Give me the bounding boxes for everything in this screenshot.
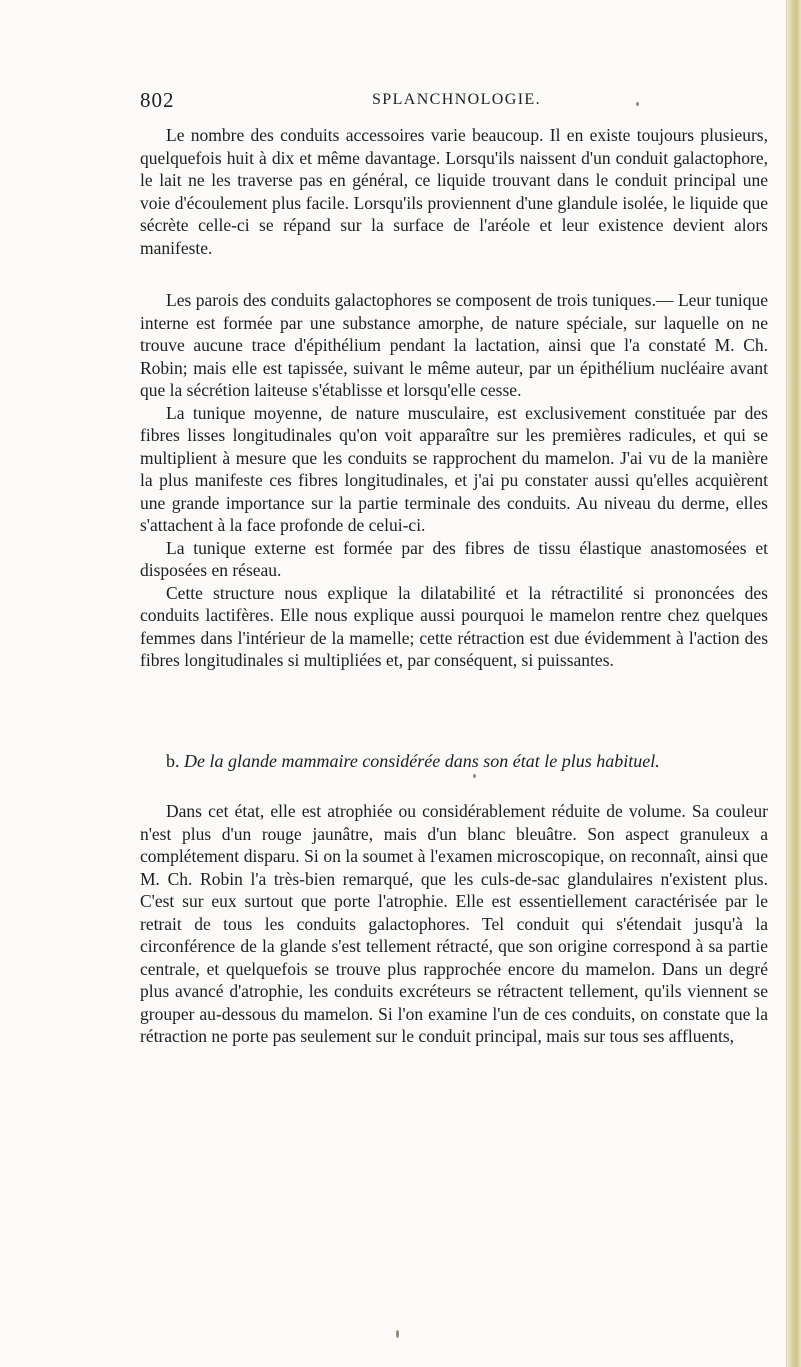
page-edge (787, 0, 801, 1367)
paragraph-accessory-ducts: Le nombre des conduits accessoires varie beaucoup. Il en existe toujours plusieurs, quelquefois huit à dix et même davantage. Lorsqu'ils naissent d'un conduit galactophore, le lait ne les traverse pas en général, ce liquide trouvant dans le conduit principal une voie d'écoulement plus facile. Lorsqu'ils proviennent d'une glandule isolée, le liquide que sécrète celle-ci se répand sur la surface de l'aréole et leur existence devient alors manifeste. (140, 125, 768, 258)
paragraph-structure: Cette structure nous explique la dilatabilité et la rétractilité si prononcées des conduits lactifères. Elle nous explique aussi pourquoi le mamelon rentre chez quelques femmes dans l'intérieur de la mamelle; cette rétraction est due évidemment à l'action des fibres longitudinales si multipliées et, par conséquent, si puissantes. (140, 582, 768, 670)
page-number: 802 (140, 88, 175, 112)
paragraph-inner-tunic: Les parois des conduits galactophores se composent de trois tuniques.— Leur tunique interne est formée par une substance amorphe, de nature spéciale, sur laquelle on ne trouve aucune trace d'épithélium pendant la lactation, ainsi que l'a constaté M. Ch. Robin; mais elle est tapissée, suivant le même auteur, par un épithélium nucléaire avant que la sécrétion laiteuse s'établisse et lorsqu'elle cesse. (140, 290, 768, 400)
section-label: b. (166, 751, 180, 771)
text-block-atrophy (140, 800, 768, 1048)
paragraph-atrophy: Dans cet état, elle est atrophiée ou considérablement réduite de volume. Sa couleur n'est plus d'un rouge jaunâtre, mais d'un blanc bleuâtre. Son aspect granuleux a complétement disparu. Si on la soumet à l'examen microscopique, on reconnaît, ainsi que M. Ch. Robin l'a très-bien remarqué, que les culs-de-sac glandulaires n'existent plus. C'est sur eux surtout que porte l'atrophie. Elle est essentiellement caractérisée par le retrait de tous les conduits galactophores. Tel conduit qui s'étendait jusqu'à la circonférence de la glande s'est tellement rétracté, que son origine correspond à sa partie centrale, et quelquefois se trouve plus rapprochée encore du mamelon. Dans un degré plus avancé d'atrophie, les conduits excréteurs se rétractent tellement, qu'ils viennent se grouper au-dessous du mamelon. Si l'on examine l'un de ces conduits, on constate que la rétraction ne porte pas seulement sur le conduit principal, mais sur tous ses affluents, (140, 801, 768, 1046)
page-title: SPLANCHNOLOGIE. (372, 91, 541, 108)
text-block-duct-walls (140, 289, 768, 672)
paragraph-outer-tunic: La tunique externe est formée par des fibres de tissu élastique anastomosées et disposées en réseau. (140, 537, 768, 580)
ink-speck (473, 774, 476, 778)
ink-speck (636, 102, 639, 106)
ink-speck (396, 1330, 399, 1338)
section-title: De la glande mammaire considérée dans son état le plus habituel. (184, 751, 660, 771)
section-heading (166, 749, 766, 773)
text-block-intro (140, 124, 768, 259)
running-head (140, 88, 780, 118)
paragraph-middle-tunic: La tunique moyenne, de nature musculaire, est exclusivement constituée par des fibres lisses longitudinales qu'on voit apparaître sur les premières radicules, et qui se multiplient à mesure que les conduits se rapprochent du mamelon. J'ai vu de la manière la plus manifeste ces fibres longitudinales, et j'ai pu constater aussi qu'elles acquièrent une grande importance sur la partie terminale des conduits. Au niveau du derme, elles s'attachent à la face profonde de celui-ci. (140, 402, 768, 535)
